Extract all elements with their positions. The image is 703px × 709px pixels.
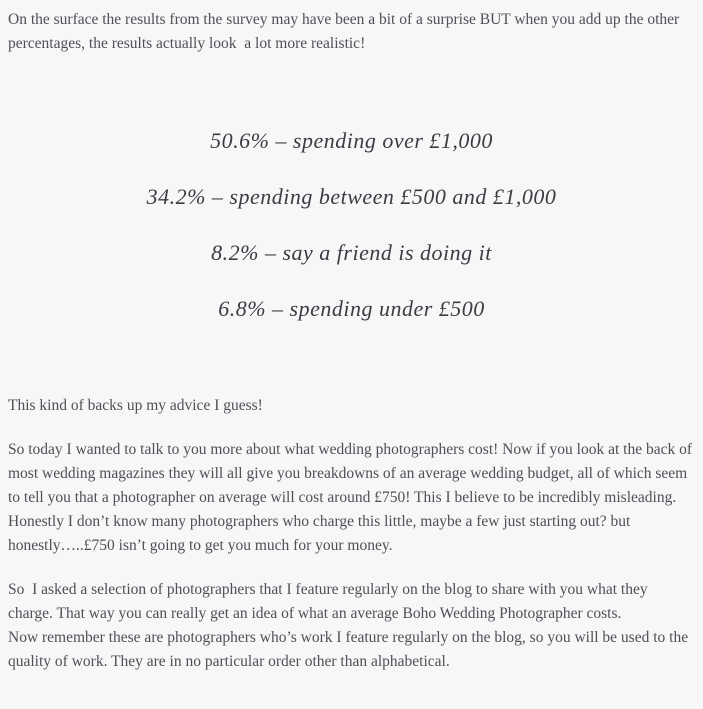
photographers-paragraph-line1: So I asked a selection of photographers that I feature regularly on the blog to share with you what they charge. That way you can really get an idea of what an average Boho Wedding Photographer costs. bbox=[8, 581, 648, 622]
survey-stat-friend: 8.2% – say a friend is doing it bbox=[211, 240, 492, 265]
survey-stat-over-1000: 50.6% – spending over £1,000 bbox=[210, 128, 493, 153]
intro-paragraph: On the surface the results from the survey may have been a bit of a surprise BUT when you add up the other percentages, the results actually look a lot more realistic! bbox=[8, 11, 680, 52]
photographers-paragraph bbox=[8, 578, 695, 674]
cost-paragraph: So today I wanted to talk to you more about what wedding photographers cost! Now if you look at the back of most wedding magazines they will all give you breakdowns of an average wedding budget, all of which seem to tell you that a photographer on average will cost around £750! This I believe to be incredibly misleading. Honestly I don’t know many photographers who charge this little, maybe a few just starting out? but honestly…..£750 isn’t going to get you much for your money. bbox=[8, 441, 693, 554]
survey-stat-under-500: 6.8% – spending under £500 bbox=[218, 296, 485, 321]
photographers-paragraph-line2: Now remember these are photographers who’s work I feature regularly on the blog, so you will be used to the quality of work. They are in no particular order other than alphabetical. bbox=[8, 629, 689, 670]
advice-paragraph: This kind of backs up my advice I guess! bbox=[8, 397, 263, 414]
survey-stat-500-to-1000: 34.2% – spending between £500 and £1,000 bbox=[146, 184, 557, 209]
survey-results bbox=[8, 126, 695, 324]
